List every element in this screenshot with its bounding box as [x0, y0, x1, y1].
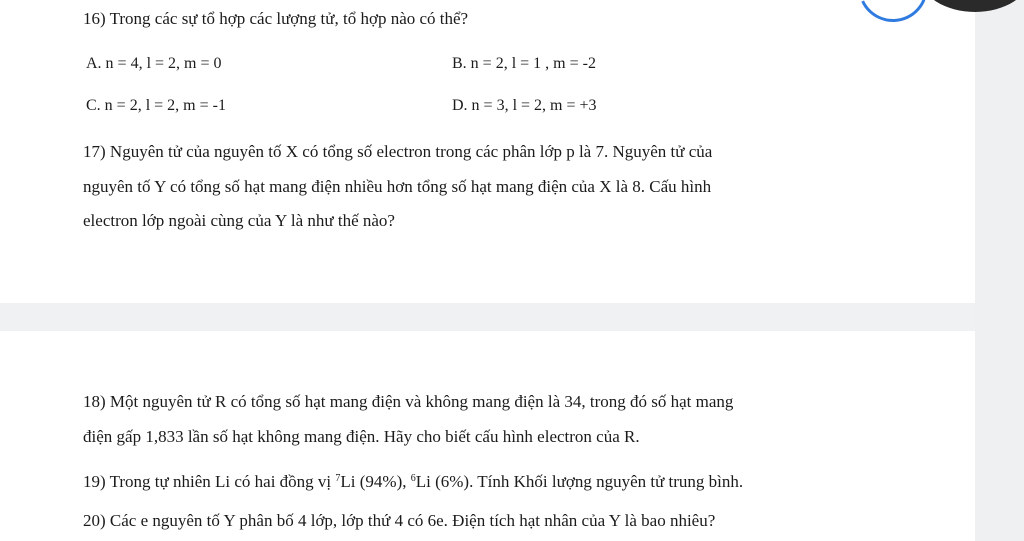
- question-19: [83, 468, 743, 493]
- question-16-option-b: B. n = 2, l = 1 , m = -2: [452, 55, 596, 72]
- question-19-sup-1: 7: [335, 473, 341, 484]
- right-background-strip: [975, 0, 1024, 541]
- question-17-line-3: electron lớp ngoài cùng của Y là như thế nào?: [83, 211, 395, 230]
- question-19-prefix: 19) Trong tự nhiên Li có hai đồng vị: [83, 472, 336, 491]
- question-16-option-c: C. n = 2, l = 2, m = -1: [86, 97, 226, 114]
- question-16-stem: 16) Trong các sự tổ hợp các lượng tử, tổ hợp nào có thể?: [83, 9, 469, 28]
- question-17-line-2: nguyên tố Y có tổng số hạt mang điện nhiều hơn tổng số hạt mang điện của X là 8. Cấu hình: [83, 177, 712, 196]
- question-18-line-1: 18) Một nguyên tử R có tổng số hạt mang điện và không mang điện là 34, trong đó số hạt mang: [83, 392, 734, 411]
- question-19-sup-2: 6: [410, 473, 416, 484]
- avatar-ring-icon: [848, 0, 938, 32]
- question-19-suffix: Li (6%). Tính Khối lượng nguyên tử trung bình.: [415, 472, 744, 491]
- question-17-line-1: 17) Nguyên tử của nguyên tố X có tổng số electron trong các phân lớp p là 7. Nguyên tử của: [83, 142, 713, 161]
- question-19-mid: Li (94%),: [340, 472, 411, 491]
- question-16-option-d: D. n = 3, l = 2, m = +3: [452, 97, 597, 114]
- document-card-bottom: [0, 331, 975, 541]
- question-16-option-a: A. n = 4, l = 2, m = 0: [86, 55, 222, 72]
- question-18-line-2: điện gấp 1,833 lần số hạt không mang điện. Hãy cho biết cấu hình electron của R.: [83, 427, 640, 446]
- question-20: 20) Các e nguyên tố Y phân bố 4 lớp, lớp thứ 4 có 6e. Điện tích hạt nhân của Y là bao nhiêu?: [83, 511, 716, 530]
